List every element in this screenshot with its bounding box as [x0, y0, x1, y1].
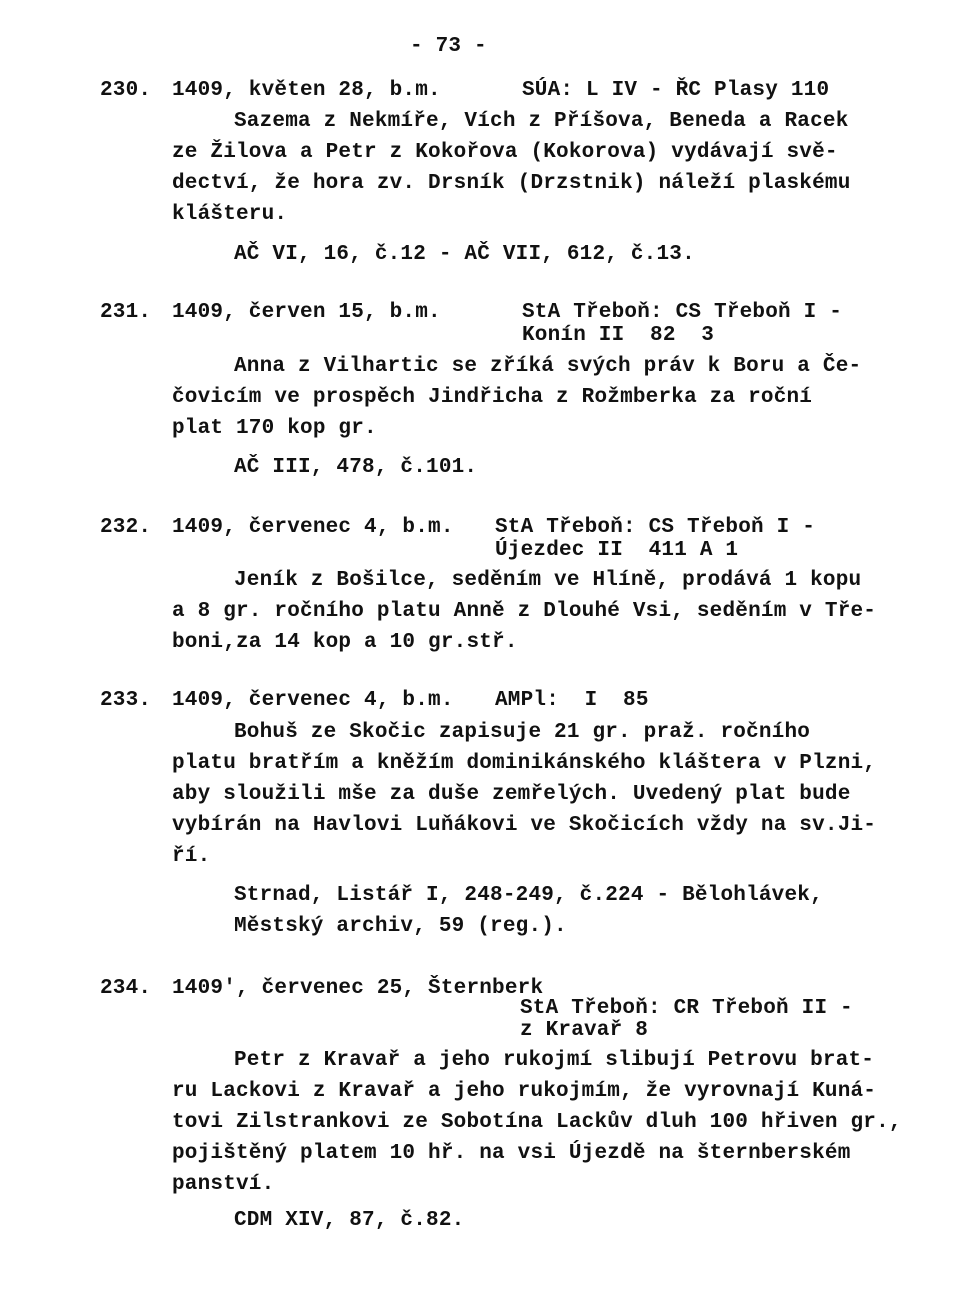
entry-number: 232. — [100, 516, 152, 539]
entry-text-line: tovi Zilstrankovi ze Sobotína Lackův dluh 100 hřiven gr., — [172, 1111, 902, 1134]
entry-archive-line: StA Třeboň: CR Třeboň II - — [520, 997, 853, 1020]
entry-date: 1409, červen 15, b.m. — [172, 301, 441, 324]
entry-number: 234. — [100, 977, 152, 1000]
entry-text-line: a 8 gr. ročního platu Anně z Dlouhé Vsi, seděním v Tře- — [172, 600, 877, 623]
entry-archive-line: StA Třeboň: CS Třeboň I - — [495, 516, 816, 539]
entry-number: 230. — [100, 79, 152, 102]
entry-reference: AČ III, 478, č.101. — [234, 456, 478, 479]
entry-archive-line: Konín II 82 3 — [522, 324, 715, 347]
entry-text-line: ří. — [172, 845, 211, 868]
entry-number: 231. — [100, 301, 152, 324]
entry-date: 1409, červenec 4, b.m. — [172, 516, 454, 539]
entry-text-line: boni,za 14 kop a 10 gr.stř. — [172, 631, 518, 654]
entry-text-line: klášteru. — [172, 203, 288, 226]
entry-text-line: ru Lackovi z Kravař a jeho rukojmím, že vyrovnají Kuná- — [172, 1080, 877, 1103]
entry-reference: Městský archiv, 59 (reg.). — [234, 915, 567, 938]
entry-archive-line: AMPl: I 85 — [495, 689, 649, 712]
entry-text-line: pojištěný platem 10 hř. na vsi Újezdě na šternberském — [172, 1142, 851, 1165]
entry-date: 1409, červenec 4, b.m. — [172, 689, 454, 712]
entry-text-line: Jeník z Bošilce, seděním ve Hlíně, prodává 1 kopu — [234, 569, 862, 592]
entry-text-line: Petr z Kravař a jeho rukojmí slibují Petrovu brat- — [234, 1049, 875, 1072]
entry-archive-line: SÚA: L IV - ŘC Plasy 110 — [522, 79, 830, 102]
entry-reference: AČ VI, 16, č.12 - AČ VII, 612, č.13. — [234, 243, 695, 266]
entry-text-line: plat 170 kop gr. — [172, 417, 377, 440]
entry-date: 1409, květen 28, b.m. — [172, 79, 441, 102]
entry-text-line: vybírán na Havlovi Luňákovi ve Skočicích vždy na sv.Ji- — [172, 814, 877, 837]
entry-text-line: platu bratřím a kněžím dominikánského kláštera v Plzni, — [172, 752, 877, 775]
entry-reference: CDM XIV, 87, č.82. — [234, 1209, 465, 1232]
entry-text-line: aby sloužili mše za duše zemřelých. Uvedený plat bude — [172, 783, 851, 806]
entry-archive-line: StA Třeboň: CS Třeboň I - — [522, 301, 843, 324]
entry-text-line: Anna z Vilhartic se zříká svých práv k Boru a Če- — [234, 355, 862, 378]
entry-reference: Strnad, Listář I, 248-249, č.224 - Bělohlávek, — [234, 884, 823, 907]
entry-text-line: Sazema z Nekmíře, Vích z Příšova, Beneda a Racek — [234, 110, 849, 133]
entry-text-line: panství. — [172, 1173, 275, 1196]
entry-date: 1409', červenec 25, Šternberk — [172, 977, 544, 1000]
entry-number: 233. — [100, 689, 152, 712]
entry-text-line: čovicím ve prospěch Jindřicha z Rožmberka za roční — [172, 386, 813, 409]
entry-text-line: Bohuš ze Skočic zapisuje 21 gr. praž. ročního — [234, 721, 811, 744]
entry-text-line: ze Žilova a Petr z Kokořova (Kokorova) vydávají svě- — [172, 141, 838, 164]
entry-archive-line: Újezdec II 411 A 1 — [495, 539, 739, 562]
entry-text-line: dectví, že hora zv. Drsník (Drzstnik) náleží plaskému — [172, 172, 851, 195]
entry-archive-line: z Kravař 8 — [520, 1019, 649, 1042]
page-number: - 73 - — [410, 35, 487, 58]
